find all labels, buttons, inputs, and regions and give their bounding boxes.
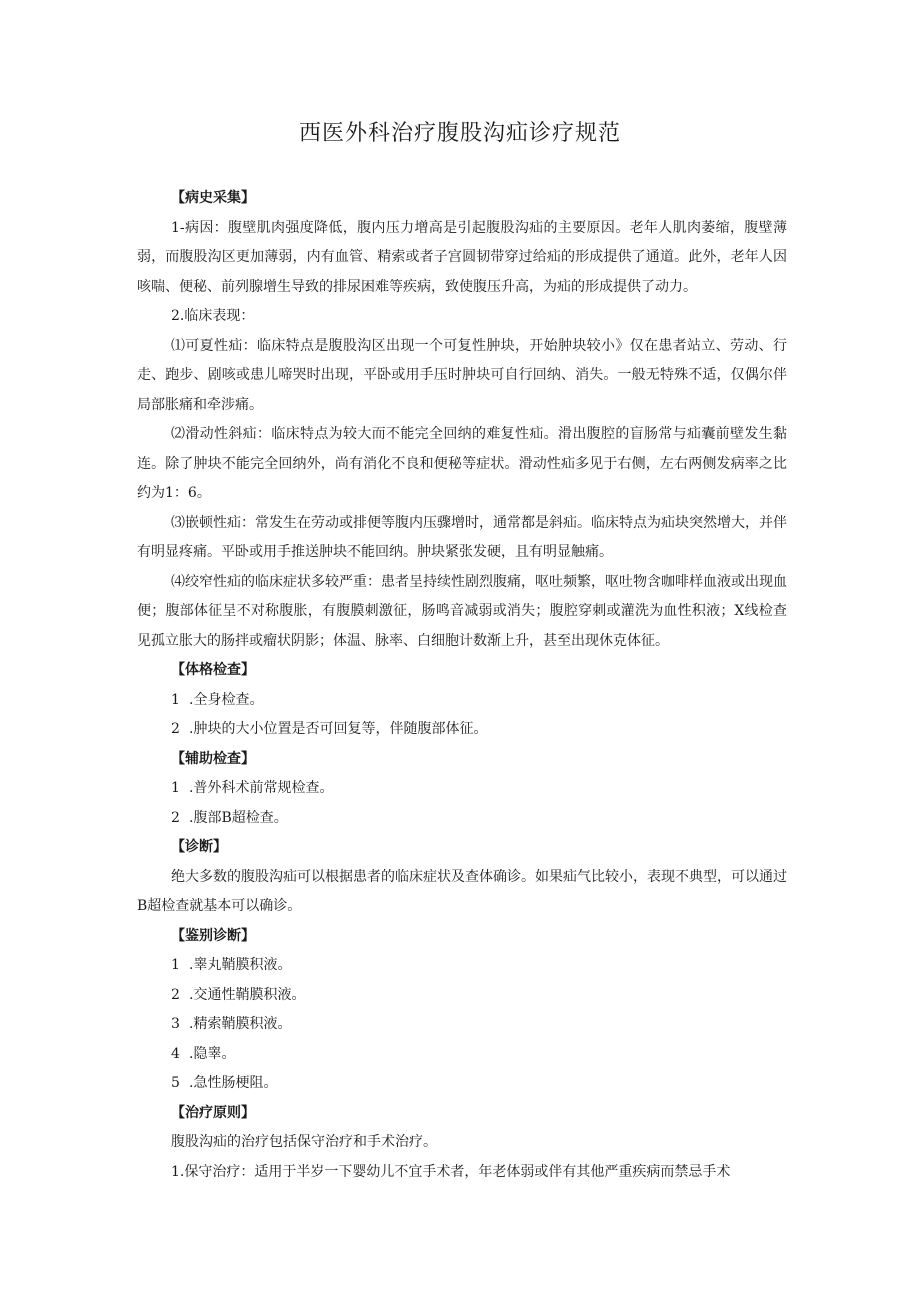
list-text: .肿块的大小位置是否可回复等，伴随腹部体征。 <box>189 721 488 737</box>
list-number: 1 <box>171 957 180 973</box>
paragraph-strangulated-hernia: ⑷绞窄性疝的临床症状多较严重：患者呈持续性剧烈腹痛，呕吐频繁，呕吐物含咖啡样血液或出现血便；腹部体征呈不对称腹胀，有腹膜刺激征，肠鸣音减弱或消失；腹腔穿刺或灌洗为血性积液；X线检查见孤立胀大的肠拌或瘤状阴影；体温、脉率、白细胞计数渐上升，甚至出现休克体征。 <box>137 573 787 649</box>
section-heading-auxiliary: 【辅助检查】 <box>171 750 255 767</box>
list-item <box>137 1040 787 1070</box>
list-text: .腹部B超检查。 <box>189 809 288 826</box>
list-item <box>137 1069 787 1099</box>
paragraph-diagnosis: 绝大多数的腹股沟疝可以根据患者的临床症状及查体确诊。如果疝气比较小，表现不典型，可以通过B超检查就基本可以确诊。 <box>137 868 787 914</box>
list-item <box>137 686 787 716</box>
list-number: 3 <box>171 1016 180 1032</box>
section-heading-differential: 【鉴别诊断】 <box>171 927 255 944</box>
section-heading-treatment: 【治疗原则】 <box>171 1104 255 1121</box>
list-text: .急性肠梗阻。 <box>189 1075 278 1091</box>
paragraph-sliding-hernia: ⑵滑动性斜疝：临床特点为较大而不能完全回纳的难复性疝。滑出腹腔的盲肠常与疝囊前壁发生黏连。除了肿块不能完全回纳外，尚有消化不良和便秘等症状。滑动性疝多见于右侧，左右两侧发病率之比约为1：6。 <box>137 426 787 501</box>
list-number: 2 <box>171 721 180 737</box>
list-text: .普外科术前常规检查。 <box>189 780 334 796</box>
paragraph-clinical-label: 2.临床表现： <box>171 308 255 324</box>
section-heading-physical: 【体格检查】 <box>171 662 255 678</box>
section-heading-diagnosis: 【诊断】 <box>171 839 227 855</box>
page-title: 西医外科治疗腹股沟疝诊疗规范 <box>298 121 621 146</box>
list-item <box>137 774 787 804</box>
section-heading-history: 【病史采集】 <box>171 190 255 206</box>
list-text: .交通性鞘膜积液。 <box>189 986 306 1003</box>
list-number: 1 <box>171 780 180 796</box>
list-number: 1 <box>171 691 180 708</box>
list-number: 5 <box>171 1075 180 1091</box>
list-number: 2 <box>171 809 180 826</box>
list-text: .全身检查。 <box>189 691 264 708</box>
list-text: .精索鞘膜积液。 <box>189 1016 292 1032</box>
paragraph-reducible-hernia: ⑴可夏性疝：临床特点是腹股沟区出现一个可复性肿块，开始肿块较小》仅在患者站立、劳动、行走、跑步、剧咳或患儿啼哭时出现，平卧或用手压时肿块可自行回纳、消失。一般无特殊不适，仅偶尔伴局部胀痛和牵涉痛。 <box>137 337 787 413</box>
document-body <box>137 184 787 1187</box>
list-text: .睾丸鞘膜积液。 <box>189 957 292 973</box>
list-item <box>137 951 787 981</box>
list-text: .隐睾。 <box>189 1045 236 1062</box>
paragraph-conservative-treatment: 1.保守治疗：适用于半岁一下婴幼儿不宜手术者，年老体弱或伴有其他严重疾病而禁忌手术 <box>171 1163 731 1180</box>
list-item <box>137 804 787 834</box>
list-item <box>137 1010 787 1040</box>
paragraph-treatment-intro: 腹股沟疝的治疗包括保守治疗和手术治疗。 <box>171 1134 437 1150</box>
paragraph-incarcerated-hernia: ⑶嵌顿性疝：常发生在劳动或排便等腹内压骤增时，通常都是斜疝。临床特点为疝块突然增大，并伴有明显疼痛。平卧或用手推送肿块不能回纳。肿块紧张发硬，且有明显触痛。 <box>137 514 787 560</box>
paragraph-cause: 1-病因：腹壁肌肉强度降低，腹内压力增高是引起腹股沟疝的主要原因。老年人肌肉萎缩，腹壁薄弱，而腹股沟区更加薄弱，内有血管、精索或者子宫圆韧带穿过给疝的形成提供了通道。此外，老年人因咳喘、便秘、前列腺增生导致的排尿困难等疾病，致使腹压升高，为疝的形成提供了动力。 <box>137 219 787 295</box>
list-item <box>137 715 787 745</box>
list-item <box>137 981 787 1011</box>
list-number: 4 <box>171 1045 180 1062</box>
list-number: 2 <box>171 986 180 1003</box>
